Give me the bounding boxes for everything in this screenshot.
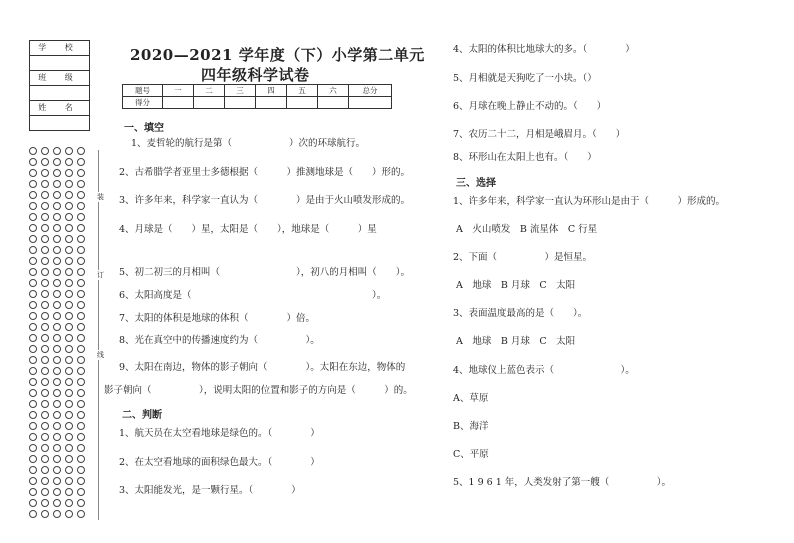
fill-question-9a: 9、太阳在南边，物体的影子朝向（ ）。太阳在东边，物体的	[119, 362, 406, 373]
score-table	[122, 84, 392, 109]
binding-dot	[41, 224, 49, 232]
section-fill-title: 一、填空	[124, 123, 164, 134]
binding-dot	[77, 224, 85, 232]
binding-dot	[53, 213, 61, 221]
judge-question-4: 4、太阳的体积比地球大的多。（ ）	[453, 44, 635, 55]
binding-dot	[77, 466, 85, 474]
binding-dot	[41, 510, 49, 518]
binding-dot	[53, 510, 61, 518]
binding-dot	[53, 301, 61, 309]
binding-dot	[77, 147, 85, 155]
binding-dot	[41, 169, 49, 177]
binding-dot	[53, 279, 61, 287]
binding-dot	[29, 246, 37, 254]
binding-dot	[53, 202, 61, 210]
binding-label-ding: 订	[97, 271, 104, 279]
score-cell[interactable]	[163, 97, 194, 109]
binding-dot	[77, 279, 85, 287]
judge-question-5: 5、月相就是天狗吃了一小块。（）	[453, 73, 597, 84]
choice-question-3: 3、表面温度最高的是（ ）。	[453, 308, 588, 319]
binding-dot	[77, 257, 85, 265]
binding-dot	[41, 158, 49, 166]
binding-dot	[77, 433, 85, 441]
binding-dot	[41, 191, 49, 199]
binding-dot	[65, 169, 73, 177]
binding-dot	[53, 180, 61, 188]
score-header-cell: 二	[194, 85, 225, 97]
binding-dot	[53, 191, 61, 199]
binding-dot	[77, 499, 85, 507]
binding-dot	[65, 158, 73, 166]
score-header-cell: 四	[256, 85, 287, 97]
binding-dot	[41, 323, 49, 331]
binding-dot	[29, 323, 37, 331]
binding-dot	[77, 180, 85, 188]
binding-dot	[41, 378, 49, 386]
binding-dot	[77, 345, 85, 353]
binding-dot	[29, 367, 37, 375]
binding-dot	[29, 147, 37, 155]
binding-dot	[77, 158, 85, 166]
binding-dot	[65, 334, 73, 342]
binding-dot	[77, 312, 85, 320]
binding-dot	[65, 510, 73, 518]
binding-dot	[53, 389, 61, 397]
score-cell[interactable]	[349, 97, 392, 109]
binding-dot	[41, 147, 49, 155]
binding-dot	[65, 147, 73, 155]
binding-dot	[65, 257, 73, 265]
binding-dot	[41, 488, 49, 496]
binding-dot	[29, 400, 37, 408]
binding-dot	[77, 323, 85, 331]
judge-question-1: 1、航天员在太空看地球是绿色的。（ ）	[119, 428, 320, 439]
fill-question-8: 8、光在真空中的传播速度约为（ ）。	[119, 335, 320, 346]
exam-title-line1: 2020—2021 学年度（下）小学第二单元	[130, 46, 425, 64]
binding-dot	[65, 279, 73, 287]
binding-dot	[29, 312, 37, 320]
binding-dot	[77, 301, 85, 309]
score-header-cell: 三	[225, 85, 256, 97]
binding-dot	[53, 444, 61, 452]
score-cell[interactable]	[225, 97, 256, 109]
binding-dot	[65, 180, 73, 188]
binding-dot	[41, 334, 49, 342]
binding-dot	[65, 488, 73, 496]
binding-dot	[41, 499, 49, 507]
binding-dot	[29, 345, 37, 353]
binding-dot	[53, 378, 61, 386]
choice-question-4-option-c: C、平原	[453, 449, 489, 460]
binding-dot	[65, 400, 73, 408]
binding-dot	[53, 499, 61, 507]
binding-dot	[29, 389, 37, 397]
binding-dot	[65, 224, 73, 232]
binding-dot	[41, 466, 49, 474]
choice-question-2: 2、下面（ ）是恒星。	[453, 252, 593, 263]
binding-dot	[29, 202, 37, 210]
binding-dot	[65, 499, 73, 507]
binding-dot	[53, 477, 61, 485]
binding-dot	[41, 444, 49, 452]
binding-dot	[65, 345, 73, 353]
binding-dot	[41, 235, 49, 243]
binding-dot	[29, 158, 37, 166]
binding-dot	[29, 180, 37, 188]
binding-dot	[77, 235, 85, 243]
binding-dot	[29, 235, 37, 243]
binding-dot	[53, 268, 61, 276]
school-label: 学 校	[30, 41, 89, 56]
binding-dot	[29, 455, 37, 463]
binding-dot	[41, 213, 49, 221]
fill-question-6: 6、太阳高度是（ ）。	[119, 290, 387, 301]
binding-dot	[41, 202, 49, 210]
binding-dot	[41, 290, 49, 298]
binding-dot	[53, 466, 61, 474]
binding-dot	[29, 477, 37, 485]
fill-question-9b: 影子朝向（ ），说明太阳的位置和影子的方向是（ ）的。	[104, 385, 413, 396]
binding-dots	[29, 147, 93, 527]
binding-dot	[29, 268, 37, 276]
binding-dot	[41, 400, 49, 408]
binding-dot	[65, 246, 73, 254]
binding-dot	[65, 323, 73, 331]
binding-dot	[53, 455, 61, 463]
binding-dot	[77, 169, 85, 177]
binding-dot	[65, 235, 73, 243]
binding-dot	[77, 290, 85, 298]
judge-question-2: 2、在太空看地球的面积绿色最大。（ ）	[119, 457, 320, 468]
binding-dot	[77, 510, 85, 518]
judge-question-3: 3、太阳能发光，是一颗行星。（ ）	[119, 485, 301, 496]
binding-dot	[77, 356, 85, 364]
binding-dot	[65, 444, 73, 452]
fill-question-2: 2、古希腊学者亚里士多德根据（ ）推测地球是（ ）形的。	[119, 167, 411, 178]
binding-dot	[41, 246, 49, 254]
binding-dot	[53, 147, 61, 155]
binding-dot	[29, 466, 37, 474]
score-header-cell: 题号	[123, 85, 163, 97]
score-header-cell: 总分	[349, 85, 392, 97]
binding-dot	[65, 213, 73, 221]
class-field[interactable]	[30, 86, 89, 101]
binding-dot	[53, 367, 61, 375]
fill-question-3: 3、许多年来，科学家一直认为（ ）是由于火山喷发形成的。	[119, 195, 411, 206]
score-header-cell: 一	[163, 85, 194, 97]
binding-dot	[77, 378, 85, 386]
score-cell[interactable]	[256, 97, 287, 109]
section-choice-title: 三、选择	[456, 178, 496, 189]
fill-question-1: 1、麦哲轮的航行是第（ ）次的环球航行。	[131, 138, 366, 149]
score-cell[interactable]	[318, 97, 349, 109]
binding-label-xian: 线	[97, 351, 104, 359]
binding-dot	[41, 301, 49, 309]
binding-dot	[65, 389, 73, 397]
binding-dot	[65, 268, 73, 276]
choice-question-1: 1、许多年来，科学家一直认为环形山是由于（ ）形成的。	[453, 196, 726, 207]
choice-question-2-options: A 地球 B 月球 C 太阳	[456, 280, 576, 291]
binding-dot	[53, 158, 61, 166]
binding-dot	[41, 411, 49, 419]
binding-dot	[41, 279, 49, 287]
binding-dot	[29, 411, 37, 419]
binding-dot	[53, 411, 61, 419]
judge-question-6: 6、月球在晚上静止不动的。（ ）	[453, 101, 607, 112]
binding-dot	[65, 202, 73, 210]
binding-dot	[65, 356, 73, 364]
binding-dot	[41, 455, 49, 463]
binding-dot	[29, 279, 37, 287]
score-value-row	[123, 97, 392, 109]
binding-dot	[65, 312, 73, 320]
binding-dot	[29, 499, 37, 507]
binding-dot	[77, 477, 85, 485]
binding-dot	[29, 378, 37, 386]
student-info-table	[29, 40, 90, 131]
score-cell[interactable]	[194, 97, 225, 109]
binding-dot	[77, 400, 85, 408]
section-judge-title: 二、判断	[122, 410, 162, 421]
binding-dot	[65, 411, 73, 419]
binding-dot	[53, 246, 61, 254]
choice-question-4-option-b: B、海洋	[453, 421, 489, 432]
class-label: 班 级	[30, 71, 89, 86]
binding-dot	[29, 510, 37, 518]
binding-dot	[53, 290, 61, 298]
fill-question-4: 4、月球是（ ）星，太阳是（ ），地球是（ ）星	[119, 224, 377, 235]
binding-dot	[29, 191, 37, 199]
binding-dot	[77, 389, 85, 397]
binding-dot	[41, 257, 49, 265]
binding-dot	[41, 433, 49, 441]
binding-dot	[29, 444, 37, 452]
binding-dot	[53, 235, 61, 243]
fill-question-5: 5、初二初三的月相叫（ ），初八的月相叫（ ）。	[119, 267, 411, 278]
binding-dot	[65, 466, 73, 474]
binding-dot	[29, 422, 37, 430]
binding-dot	[29, 334, 37, 342]
binding-dot	[53, 334, 61, 342]
score-cell[interactable]	[287, 97, 318, 109]
binding-dot	[77, 334, 85, 342]
binding-dot	[53, 488, 61, 496]
binding-dot	[65, 290, 73, 298]
binding-dot	[77, 191, 85, 199]
judge-question-8: 8、环形山在太阳上也有。（ ）	[453, 152, 597, 163]
binding-dot	[29, 169, 37, 177]
binding-dot	[77, 202, 85, 210]
exam-title-line2: 四年级科学试卷	[201, 66, 310, 84]
binding-dot	[77, 367, 85, 375]
judge-question-7: 7、农历二十二，月相是峨眉月。（ ）	[453, 129, 626, 140]
binding-dot	[41, 345, 49, 353]
binding-dot	[65, 378, 73, 386]
choice-question-4-option-a: A、草原	[453, 393, 489, 404]
binding-dot	[41, 312, 49, 320]
score-header-row	[123, 85, 392, 97]
fill-question-7: 7、太阳的体积是地球的体积（ ）倍。	[119, 313, 316, 324]
binding-dot	[53, 323, 61, 331]
binding-dot	[41, 422, 49, 430]
binding-dot	[29, 488, 37, 496]
binding-dot	[65, 477, 73, 485]
name-field[interactable]	[30, 116, 89, 130]
binding-dot	[53, 312, 61, 320]
binding-dot	[65, 433, 73, 441]
binding-dot	[29, 213, 37, 221]
school-field[interactable]	[30, 56, 89, 71]
choice-question-4: 4、地球仪上蓝色表示（ ）。	[453, 365, 635, 376]
binding-dot	[29, 224, 37, 232]
binding-dot	[77, 268, 85, 276]
score-header-cell: 六	[318, 85, 349, 97]
choice-question-5: 5、1 9 6 1 年，人类发射了第一艘（ ）。	[453, 477, 672, 488]
binding-dot	[65, 422, 73, 430]
binding-dot	[53, 400, 61, 408]
name-label: 姓 名	[30, 101, 89, 116]
score-row-label: 得分	[123, 97, 163, 109]
binding-dot	[41, 268, 49, 276]
binding-dot	[41, 356, 49, 364]
binding-label-zhuang: 装	[97, 193, 104, 201]
binding-dot	[53, 433, 61, 441]
binding-dot	[65, 455, 73, 463]
binding-dot	[77, 444, 85, 452]
binding-dot	[77, 246, 85, 254]
binding-dot	[41, 180, 49, 188]
score-header-cell: 五	[287, 85, 318, 97]
binding-dot	[53, 257, 61, 265]
binding-dot	[53, 169, 61, 177]
binding-dot	[77, 488, 85, 496]
binding-dot	[53, 422, 61, 430]
binding-dot	[53, 345, 61, 353]
binding-dot	[41, 367, 49, 375]
binding-dot	[77, 422, 85, 430]
binding-dot	[53, 224, 61, 232]
binding-dot	[77, 213, 85, 221]
binding-dot	[65, 191, 73, 199]
binding-dot	[29, 301, 37, 309]
binding-dot	[77, 411, 85, 419]
choice-question-1-options: A 火山喷发 B 流星体 C 行星	[456, 224, 598, 235]
binding-dot	[29, 290, 37, 298]
binding-line	[98, 150, 99, 520]
binding-dot	[53, 356, 61, 364]
binding-dot	[41, 477, 49, 485]
binding-dot	[77, 455, 85, 463]
choice-question-3-options: A 地球 B 月球 C 太阳	[456, 336, 576, 347]
binding-dot	[29, 257, 37, 265]
binding-dot	[29, 356, 37, 364]
binding-dot	[29, 433, 37, 441]
binding-dot	[65, 367, 73, 375]
binding-dot	[41, 389, 49, 397]
binding-dot	[65, 301, 73, 309]
